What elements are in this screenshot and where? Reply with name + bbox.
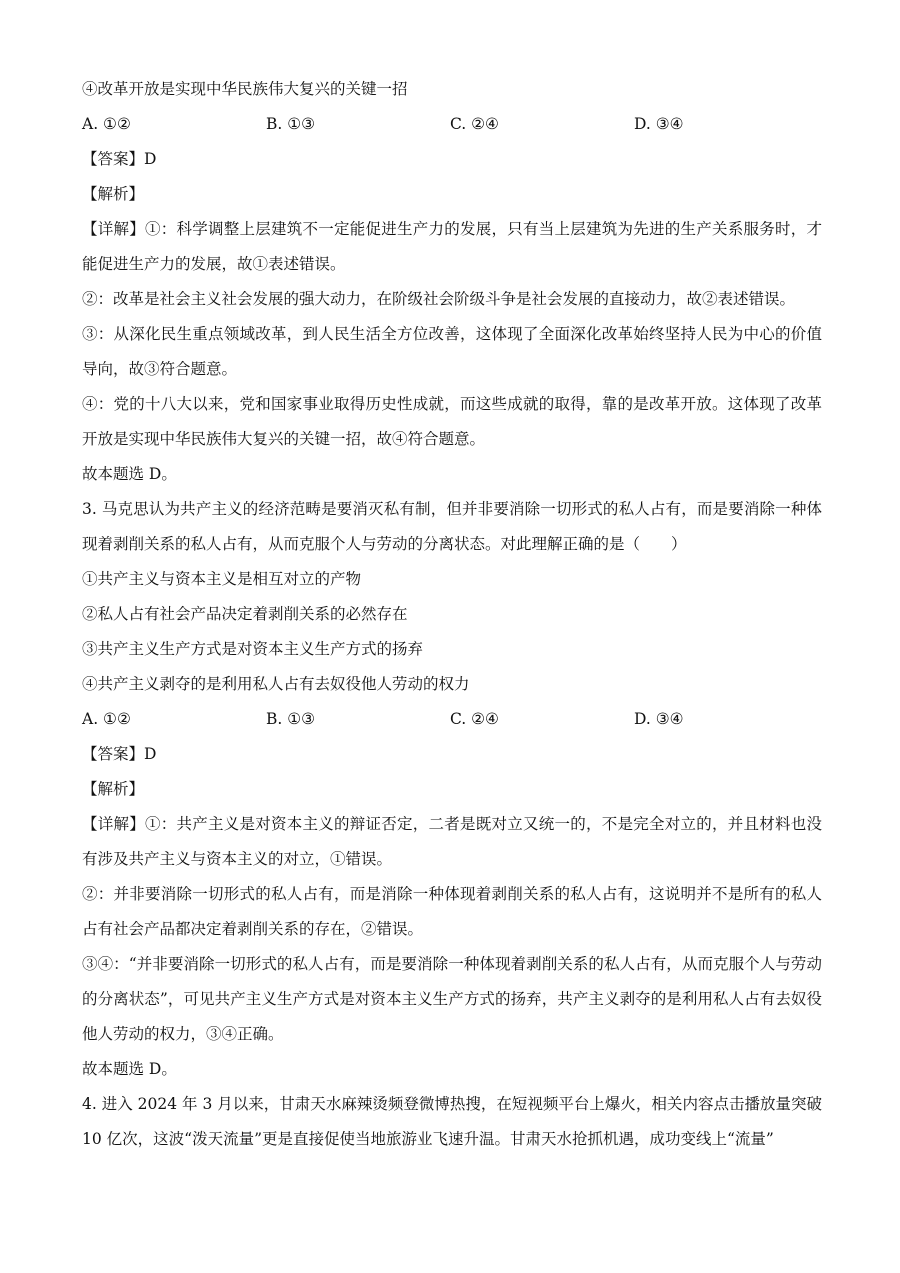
q2-option-a: A. ①② — [82, 115, 131, 133]
q3-detail-2: ②：并非要消除一切形式的私人占有，而是消除一种体现着剥削关系的私人占有，这说明并不是所有的私人占有社会产品都决定着剥削关系的存在，②错误。 — [82, 885, 822, 938]
q3-option-b: B. ①③ — [266, 710, 316, 728]
q2-statement-4: ④改革开放是实现中华民族伟大复兴的关键一招 — [82, 80, 408, 98]
q2-option-c: C. ②④ — [450, 115, 499, 133]
q2-analysis-label: 【解析】 — [82, 185, 145, 203]
q2-answer: 【答案】D — [82, 150, 157, 168]
q2-options — [82, 107, 822, 142]
q2-detail-4: ④：党的十八大以来，党和国家事业取得历史性成就，而这些成就的取得，靠的是改革开放。这体现了改革开放是实现中华民族伟大复兴的关键一招，故④符合题意。 — [82, 395, 822, 448]
q3-option-c: C. ②④ — [450, 710, 499, 728]
q2-conclusion: 故本题选 D。 — [82, 465, 177, 483]
q3-option-d: D. ③④ — [634, 710, 684, 728]
q4-stem: 4. 进入 2024 年 3 月以来，甘肃天水麻辣烫频登微博热搜，在短视频平台上爆火，相关内容点击播放量突破 10 亿次，这波“泼天流量”更是直接促使当地旅游业飞速升温。甘肃天水抢抓机遇，成功变线上“流量” — [82, 1095, 822, 1148]
q3-statement-4: ④共产主义剥夺的是利用私人占有去奴役他人劳动的权力 — [82, 675, 470, 693]
q2-option-d: D. ③④ — [634, 115, 684, 133]
q2-detail-2: ②：改革是社会主义社会发展的强大动力，在阶级社会阶级斗争是社会发展的直接动力，故②表述错误。 — [82, 290, 796, 308]
q2-option-b: B. ①③ — [266, 115, 316, 133]
q3-analysis-label: 【解析】 — [82, 780, 145, 798]
q3-statement-3: ③共产主义生产方式是对资本主义生产方式的扬弃 — [82, 640, 424, 658]
q2-detail-1: 【详解】①：科学调整上层建筑不一定能促进生产力的发展，只有当上层建筑为先进的生产关系服务时，才能促进生产力的发展，故①表述错误。 — [82, 220, 822, 273]
q3-option-a: A. ①② — [82, 710, 131, 728]
q3-detail-3: ③④：“并非要消除一切形式的私人占有，而是要消除一种体现着剥削关系的私人占有，从而克服个人与劳动的分离状态”，可见共产主义生产方式是对资本主义生产方式的扬弃，共产主义剥夺的是利用私人占有去奴役他人劳动的权力，③④正确。 — [82, 955, 822, 1043]
q3-stem: 3. 马克思认为共产主义的经济范畴是要消灭私有制，但并非要消除一切形式的私人占有，而是要消除一种体现着剥削关系的私人占有，从而克服个人与劳动的分离状态。对此理解正确的是（ ） — [82, 500, 822, 553]
q3-statement-1: ①共产主义与资本主义是相互对立的产物 — [82, 570, 362, 588]
q3-statement-2: ②私人占有社会产品决定着剥削关系的必然存在 — [82, 605, 408, 623]
document-page — [82, 72, 822, 1157]
q3-conclusion: 故本题选 D。 — [82, 1060, 177, 1078]
q3-options — [82, 702, 822, 737]
q2-detail-3: ③：从深化民生重点领域改革，到人民生活全方位改善，这体现了全面深化改革始终坚持人民为中心的价值导向，故③符合题意。 — [82, 325, 822, 378]
q3-answer: 【答案】D — [82, 745, 157, 763]
q3-detail-1: 【详解】①：共产主义是对资本主义的辩证否定，二者是既对立又统一的，不是完全对立的，并且材料也没有涉及共产主义与资本主义的对立，①错误。 — [82, 815, 822, 868]
